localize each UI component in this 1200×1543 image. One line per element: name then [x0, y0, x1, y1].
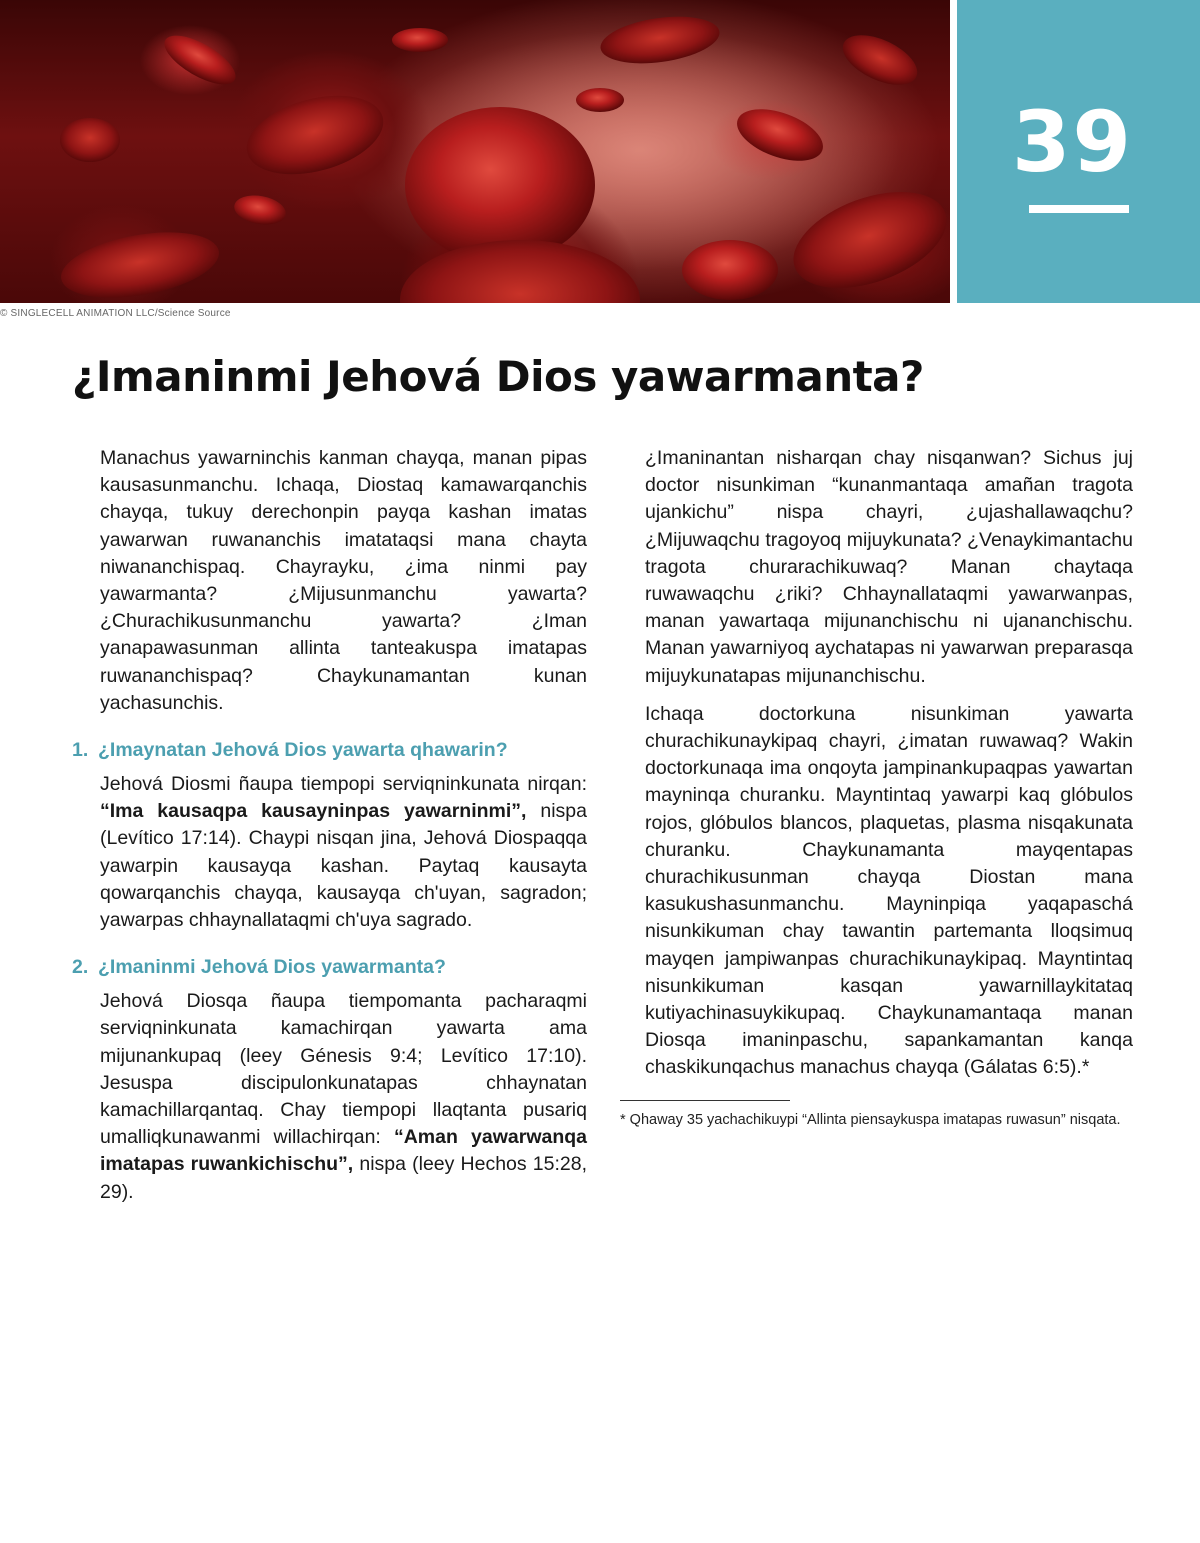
q2-bold-quote: “Aman yawarwanqa imatapas ruwankichischu”,	[100, 1126, 587, 1176]
question-text-1: ¿Imaynatan Jehová Dios yawarta qhawarin?	[98, 739, 508, 762]
q2-text-start: Jehová Diosqa ñaupa tiempomanta pacharaqmi serviqninkunata kamachirqan yawarta ama mijunankupaq (leey Génesis 9:4; Levítico 17:10). Jesuspa discipulonkunatapas chhaynatan kamachillarqantaq. Chay tiempopi llaqtanta pusariq umalliqkunawanmi willachirqan:	[100, 990, 587, 1149]
left-column	[72, 445, 587, 1217]
footnote: * Qhaway 35 yachachikuypi “Allinta piensaykuspa imatapas ruwasun” nisqata.	[620, 1111, 1121, 1128]
lesson-number: 39	[1012, 93, 1133, 191]
right-paragraph-1: ¿Imaninantan nisharqan chay nisqanwan? Sichus juj doctor nisunkiman “kunanmantaqa amañan tragota ujankichu” nispa chayri, ¿ujashallawaqchu? ¿Mijuwaqchu tragoyoq mijuykunata? ¿Venaykimantachu tragota churarachikuwaq? Manan chaytaqa ruwawaqchu ¿riki? Chhaynallataqmi yawarwanpas, manan yawartaqa mijunanchischu ni ujananchischu. Manan yawarniyoq aychatapas ni yawarwan preparasqa mijuykunatapas mijunanchischu.	[645, 447, 1133, 687]
page-title: ¿Imaninmi Jehová Dios yawarmanta?	[72, 352, 924, 401]
footnote-divider	[620, 1100, 790, 1101]
right-column	[620, 445, 1133, 1130]
q1-bold-quote: “Ima kausaqpa kausayninpas yawarninmi”,	[100, 800, 527, 823]
header-photo-red-blood-cells	[0, 0, 950, 303]
q1-text-start: Jehová Diosmi ñaupa tiempopi serviqninkunata nirqan:	[100, 773, 587, 796]
lesson-number-underline	[1029, 205, 1129, 213]
q1-text-end: nispa (Levítico 17:14). Chaypi nisqan jina, Jehová Diospaqqa yawarpin kausayqa kashan. Paytaq kausayta qowarqanchis chayqa, kausayqa ch'uyan, sagradon; yawarpas chhaynallataqmi ch'uya sagrado.	[100, 800, 587, 932]
footnote-marker[interactable]: *	[1081, 1056, 1090, 1079]
question-1-paragraph	[72, 771, 587, 934]
right-paragraph-2	[645, 701, 1133, 1082]
blood-cells-illustration	[0, 0, 950, 303]
question-text-2: ¿Imaninmi Jehová Dios yawarmanta?	[98, 956, 446, 979]
question-heading-1	[72, 737, 587, 763]
question-2-paragraph	[72, 988, 587, 1206]
question-number-1: 1.	[72, 739, 89, 762]
question-number-2: 2.	[72, 956, 89, 979]
lesson-number-panel	[957, 0, 1200, 303]
intro-paragraph: Manachus yawarninchis kanman chayqa, manan pipas kausasunmanchu. Ichaqa, Diostaq kamawarqanchis chayqa, tukuy derechonpin payqa kashan imatas yawarwan ruwananchis imatataqsi mana chayta niwananchispaq. Chayrayku, ¿ima ninmi pay yawarmanta? ¿Mijusunmanchu yawarta? ¿Churachikusunmanchu yawarta? ¿Iman yanapawasunman allinta tanteakuspa imatapas ruwananchispaq? Chaykunamantan kunan yachasunchis.	[100, 447, 587, 714]
right-paragraph-2-text: Ichaqa doctorkuna nisunkiman yawarta churachikunaykipaq chayri, ¿imatan ruwawaq? Wakin doctorkunaqa ima onqoyta jampinankupaqpas yawartan mayninqa churanku. Mayntintaq yawarpi kaq glóbulos rojos, glóbulos blancos, plaquetas, plasma nisqakunata churanku. Chaykunamanta mayqentapas churachikusunman chayqa Diostan mana kasukushasunmanchu. Mayninpiqa yaqapaschá nisunkikuman chay tawantin partemanta lloqsimuq mayqen jampiwanpas churachikunaykipaq. Mayntintaq nisunkikuman kasqan yawarnillaykitataq kutiyachinasuykikupaq. Chaykunamantaqa manan Diosqa imaninpaschu, sapankamantan kanqa chaskikunqachus manachus chayqa (Gálatas 6:5).	[645, 702, 1133, 1079]
photo-credit: © SINGLECELL ANIMATION LLC/Science Source	[0, 308, 231, 319]
question-heading-2	[72, 954, 587, 980]
q2-text-end: nispa (leey Hechos 15:28, 29).	[100, 1153, 587, 1203]
